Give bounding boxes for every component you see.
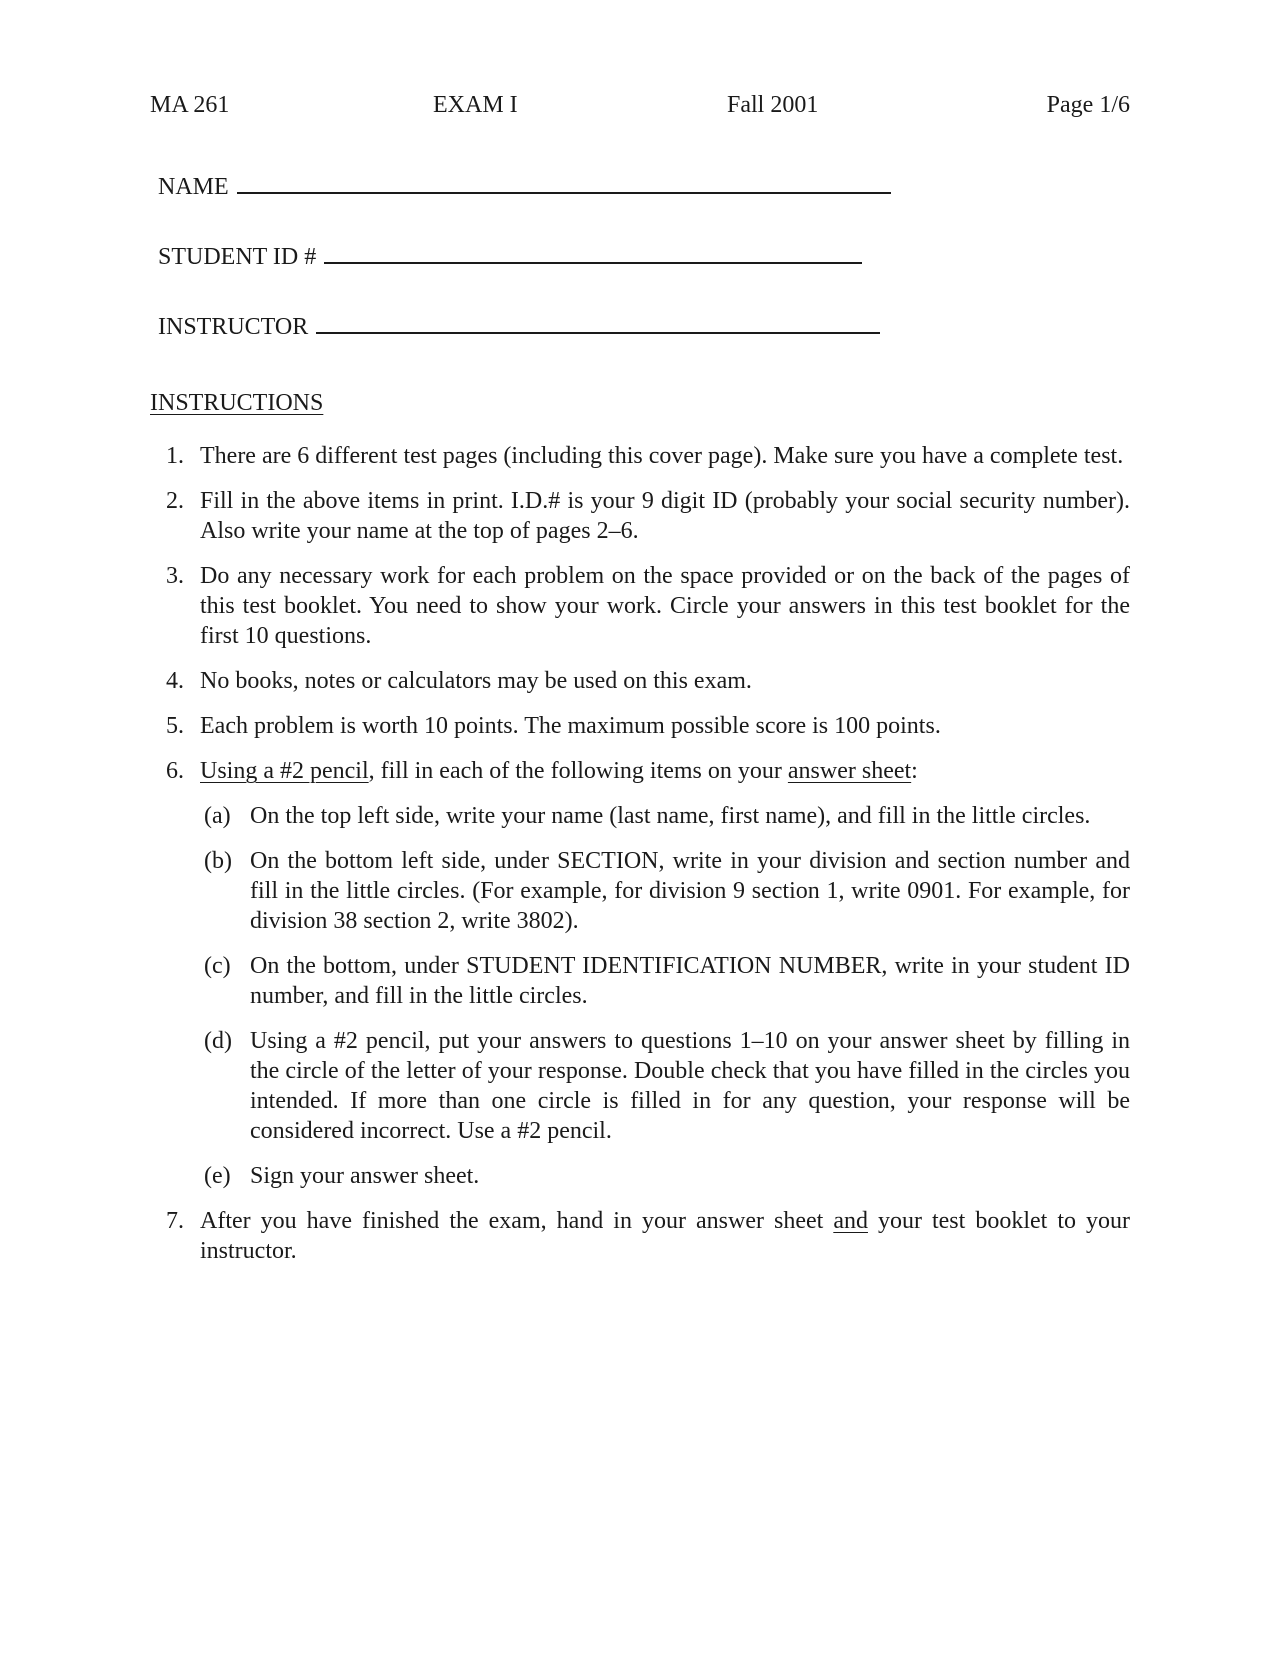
subitem-letter: (d) (204, 1028, 232, 1054)
instruction-item-4 (150, 666, 1130, 696)
item-number: 4. (166, 668, 184, 694)
pencil-emphasis: Using a #2 pencil (200, 758, 369, 784)
name-field (158, 170, 891, 204)
item-number: 1. (166, 443, 184, 469)
item-text: Each problem is worth 10 points. The maximum possible score is 100 points. (200, 713, 941, 739)
exam-term: Fall 2001 (727, 92, 819, 118)
item-text: Fill in the above items in print. I.D.# is your 9 digit ID (probably your social security number). Also write your name at the top of pages 2–6. (200, 488, 1130, 544)
subitem-letter: (a) (204, 803, 231, 829)
name-blank-line[interactable] (237, 170, 891, 194)
item-text: Do any necessary work for each problem on the space provided or on the back of the pages of this test booklet. You need to show your work. Circle your answers in this test booklet for the first 10 questions. (200, 563, 1130, 649)
instruction-item-6 (150, 756, 1130, 1191)
instruction-subitem-c (200, 951, 1130, 1011)
item-text: There are 6 different test pages (including this cover page). Make sure you have a complete test. (200, 443, 1124, 469)
student-id-field (158, 240, 862, 274)
instructions-list (150, 441, 1130, 1281)
page-header (150, 90, 1130, 124)
answer-sheet-steps (200, 801, 1130, 1191)
instructions-heading: INSTRUCTIONS (150, 390, 324, 416)
subitem-text: On the bottom, under STUDENT IDENTIFICATION NUMBER, write in your student ID number, and fill in the little circles. (250, 953, 1130, 1009)
subitem-text: On the bottom left side, under SECTION, write in your division and section number and fill in the little circles. (For example, for division 9 section 1, write 0901. For example, for division 38 section 2, write 3802). (250, 848, 1130, 934)
and-emphasis: and (833, 1208, 868, 1234)
instructor-label: INSTRUCTOR (158, 314, 309, 340)
student-id-label: STUDENT ID # (158, 244, 317, 270)
instruction-item-3 (150, 561, 1130, 651)
item-number: 2. (166, 488, 184, 514)
course-code: MA 261 (150, 92, 230, 118)
answer-sheet-emphasis: answer sheet (787, 758, 912, 784)
instructor-field (158, 310, 880, 344)
instruction-item-2 (150, 486, 1130, 546)
subitem-letter: (c) (204, 953, 231, 979)
subitem-letter: (e) (204, 1163, 231, 1189)
name-label: NAME (158, 174, 229, 200)
instruction-subitem-b (200, 846, 1130, 936)
exam-title: EXAM I (433, 92, 518, 118)
item-text: , fill in each of the following items on your (368, 758, 788, 784)
item-text-end: : (911, 758, 918, 784)
item-number: 6. (166, 758, 184, 784)
instruction-subitem-d (200, 1026, 1130, 1146)
subitem-text: Using a #2 pencil, put your answers to questions 1–10 on your answer sheet by filling in the circle of the letter of your response. Double check that you have filled in the circles you intended. If more than one circle is filled in for any question, your response will be considered incorrect. Use a #2 pencil. (250, 1028, 1130, 1144)
subitem-text: On the top left side, write your name (last name, first name), and fill in the little circles. (250, 803, 1091, 829)
instruction-item-7 (150, 1206, 1130, 1266)
subitem-text: Sign your answer sheet. (250, 1163, 480, 1189)
item-number: 7. (166, 1208, 184, 1234)
instruction-item-5 (150, 711, 1130, 741)
instruction-item-1 (150, 441, 1130, 471)
student-id-blank-line[interactable] (324, 240, 862, 264)
item-text-end: your test booklet to your instructor. (200, 1208, 1131, 1264)
item-text: After you have finished the exam, hand in your answer sheet (200, 1208, 834, 1234)
instruction-subitem-e (200, 1161, 1130, 1191)
instructor-blank-line[interactable] (316, 310, 880, 334)
item-number: 5. (166, 713, 184, 739)
item-number: 3. (166, 563, 184, 589)
item-text: No books, notes or calculators may be used on this exam. (200, 668, 752, 694)
subitem-letter: (b) (204, 848, 232, 874)
page-number: Page 1/6 (1046, 92, 1130, 118)
instruction-subitem-a (200, 801, 1130, 831)
